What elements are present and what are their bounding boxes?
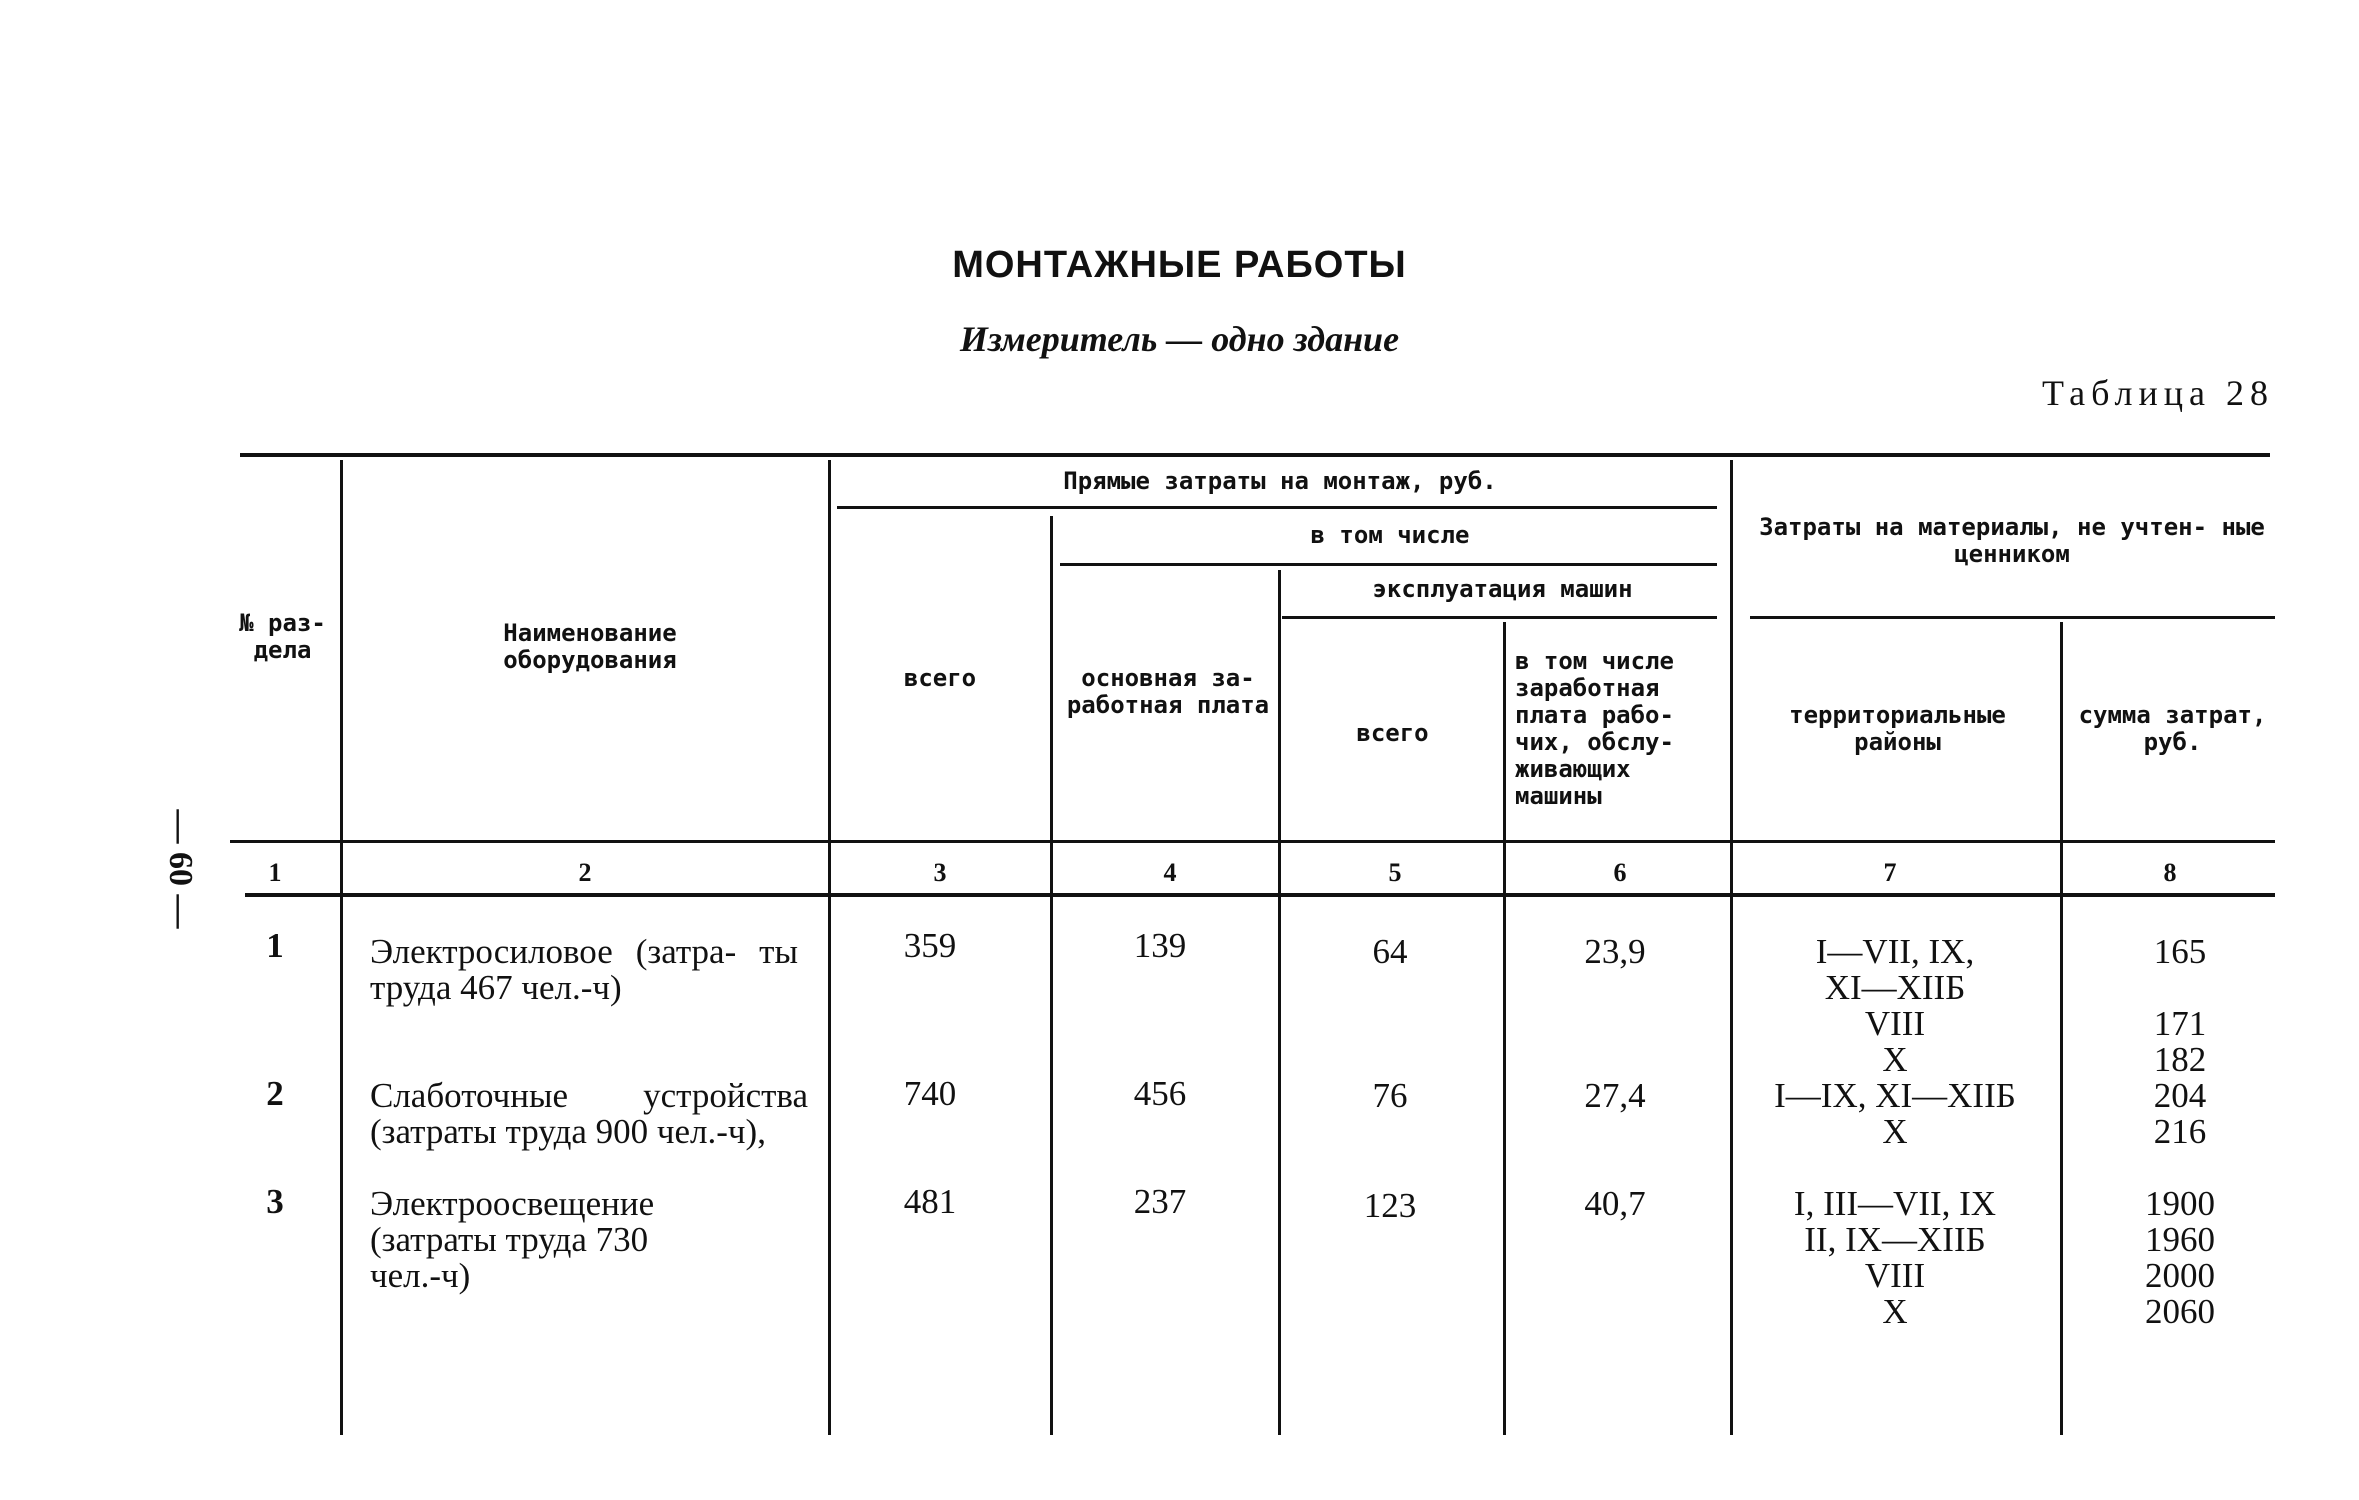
table-label: Таблица 28	[2042, 373, 2274, 413]
total-cost: 359	[903, 926, 957, 965]
rule-under-direct-costs	[837, 506, 1717, 509]
row-number: 2	[266, 1074, 284, 1113]
document-title: МОНТАЖНЫЕ РАБОТЫ	[952, 244, 1407, 286]
region: I, III—VII, IX	[1793, 1184, 1997, 1223]
cost-sum: 2060	[2145, 1292, 2215, 1331]
region: I—IX, XI—XIIБ	[1774, 1076, 2016, 1115]
base-wage: 237	[1133, 1182, 1187, 1221]
header-including: в том числе	[1310, 521, 1470, 549]
column-number-2: 2	[578, 858, 592, 887]
region: XI—XIIБ	[1824, 968, 1966, 1007]
rule-under-including	[1060, 563, 1717, 566]
base-wage: 456	[1133, 1074, 1187, 1113]
header-machine-wage: в том числе заработная плата рабо- чих, обслу- живающих машины	[1515, 647, 1674, 810]
total-cost: 481	[903, 1182, 957, 1221]
col-sep-4	[1278, 570, 1281, 1435]
col-sep-3	[1050, 516, 1053, 1435]
rule-numbers-bottom	[245, 893, 2275, 897]
rule-under-machine-operation	[1282, 616, 1717, 619]
rule-header-bottom	[230, 840, 2275, 843]
header-materials: Затраты на материалы, не учтен- ные ценником	[1759, 513, 2265, 568]
header-direct-costs: Прямые затраты на монтаж, руб.	[1063, 467, 1497, 495]
cost-sum: 171	[2153, 1004, 2207, 1043]
rule-under-materials	[1750, 616, 2275, 619]
machine-total: 64	[1372, 932, 1408, 971]
region: VIII	[1864, 1004, 1926, 1043]
region: X	[1882, 1112, 1908, 1151]
header-cost-sum: сумма затрат, руб.	[2078, 701, 2267, 756]
total-cost: 740	[903, 1074, 957, 1113]
table-top-rule	[240, 453, 2270, 457]
region: X	[1882, 1292, 1908, 1331]
column-number-7: 7	[1883, 858, 1897, 887]
region: X	[1882, 1040, 1908, 1079]
cost-sum: 1900	[2145, 1184, 2215, 1223]
cost-sum: 216	[2153, 1112, 2207, 1151]
machine-total: 123	[1363, 1186, 1417, 1225]
column-number-8: 8	[2163, 858, 2177, 887]
header-machine-operation: эксплуатация машин	[1372, 575, 1633, 603]
column-number-3: 3	[933, 858, 947, 887]
header-regions: территориальные районы	[1789, 701, 2006, 756]
cost-sum: 2000	[2145, 1256, 2215, 1295]
region: I—VII, IX,	[1815, 932, 1975, 971]
equipment-name: Слаботочные устройства (затраты труда 900 чел.-ч),	[370, 1076, 808, 1151]
cost-sum: 182	[2153, 1040, 2207, 1079]
col-sep-1	[340, 460, 343, 1435]
col-sep-5	[1503, 622, 1506, 1435]
equipment-name: Электроосвещение (затраты труда 730 чел.-ч)	[370, 1184, 655, 1295]
col-sep-2	[828, 460, 831, 1435]
column-number-6: 6	[1613, 858, 1627, 887]
column-number-1: 1	[268, 858, 282, 887]
equipment-name: Электросиловое (затра- ты труда 467 чел.-ч)	[370, 932, 798, 1007]
col-sep-6	[1730, 460, 1733, 1435]
machine-wage: 40,7	[1584, 1184, 1646, 1223]
header-total: всего	[903, 664, 977, 692]
header-equipment-name: Наименование оборудования	[503, 619, 677, 674]
column-number-5: 5	[1388, 858, 1402, 887]
machine-wage: 27,4	[1584, 1076, 1646, 1115]
region: II, IX—XIIБ	[1804, 1220, 1986, 1259]
base-wage: 139	[1133, 926, 1187, 965]
header-base-wage: основная за- работная плата	[1066, 664, 1270, 719]
header-section-number: № раз- дела	[239, 609, 326, 664]
cost-sum: 1960	[2145, 1220, 2215, 1259]
machine-total: 76	[1372, 1076, 1408, 1115]
document-subtitle: Измеритель — одно здание	[959, 319, 1400, 359]
cost-sum: 165	[2153, 932, 2207, 971]
row-number: 1	[266, 926, 284, 965]
region: VIII	[1864, 1256, 1926, 1295]
machine-wage: 23,9	[1584, 932, 1646, 971]
page-number: — 60 —	[162, 809, 199, 929]
col-sep-7	[2060, 622, 2063, 1435]
header-machine-total: всего	[1356, 719, 1429, 747]
column-number-4: 4	[1163, 858, 1177, 887]
cost-sum: 204	[2153, 1076, 2207, 1115]
row-number: 3	[266, 1182, 284, 1221]
